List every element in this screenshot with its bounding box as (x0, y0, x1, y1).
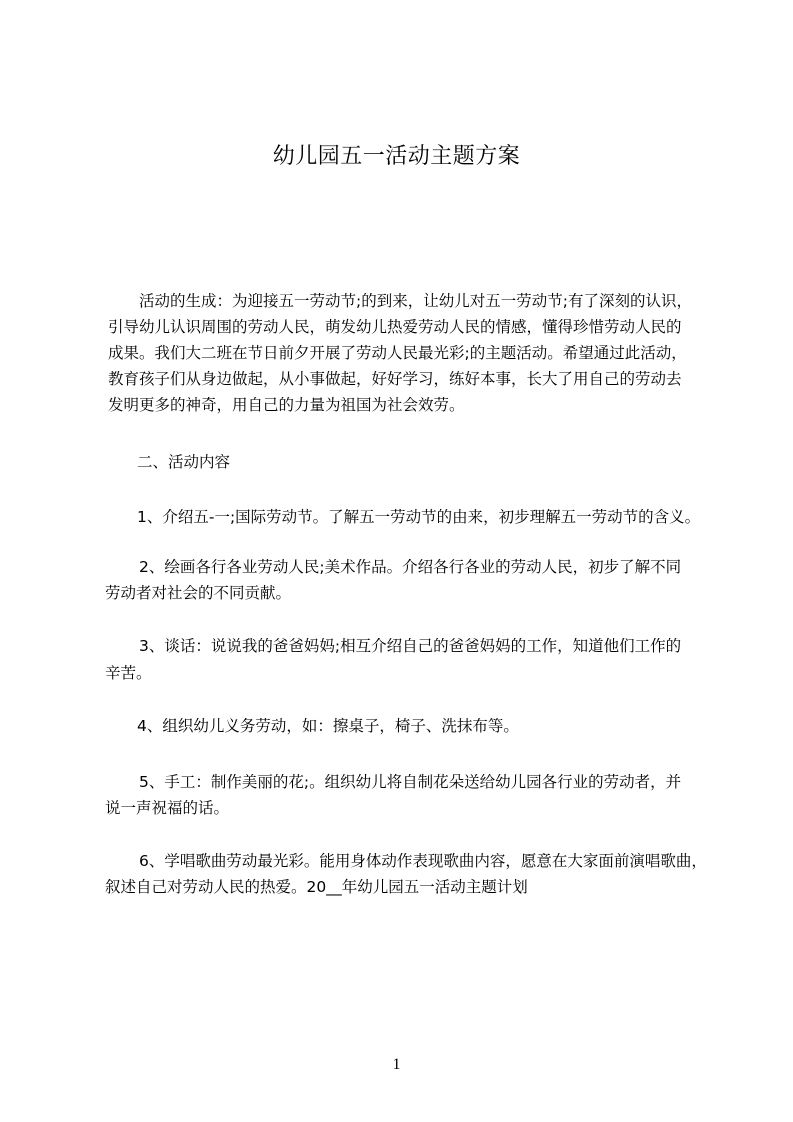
paragraph-intro-line-1: 活动的生成：为迎接五一劳动节;的到来，让幼儿对五一劳动节;有了深刻的认识， (139, 292, 692, 310)
page-number: 1 (392, 1056, 401, 1073)
activity-item-5-line-2: 说一声祝福的话。 (105, 799, 230, 817)
paragraph-intro-line-3: 成果。我们大二班在节日前夕开展了劳动人民最光彩;的主题活动。希望通过此活动， (108, 344, 687, 362)
activity-item-6-line-1: 6、学唱歌曲劳动最光彩。能用身体动作表现歌曲内容，愿意在大家面前演唱歌曲， (139, 852, 707, 870)
activity-item-1: 1、介绍五-一;国际劳动节。了解五一劳动节的由来，初步理解五一劳动节的含义。 (137, 508, 701, 526)
activity-item-3-line-2: 辛苦。 (105, 664, 152, 682)
section-heading: 二、活动内容 (137, 453, 231, 471)
paragraph-intro-line-2: 引导幼儿认识周围的劳动人民，萌发幼儿热爱劳动人民的情感，懂得珍惜劳动人民的 (108, 318, 682, 336)
activity-item-4: 4、组织幼儿义务劳动，如：擦桌子，椅子、洗抹布等。 (137, 717, 519, 735)
activity-item-3-line-1: 3、谈话：说说我的爸爸妈妈;相互介绍自己的爸爸妈妈的工作，知道他们工作的 (139, 637, 682, 655)
activity-item-6-line-2: 叙述自己对劳动人民的热爱。20__年幼儿园五一活动主题计划 (105, 878, 528, 896)
activity-item-2-line-2: 劳动者对社会的不同贡献。 (105, 584, 292, 602)
document-title: 幼儿园五一活动主题方案 (272, 144, 521, 169)
paragraph-intro-line-4: 教育孩子们从身边做起，从小事做起，好好学习，练好本事，长大了用自己的劳动去 (108, 370, 682, 388)
activity-item-5-line-1: 5、手工：制作美丽的花;。组织幼儿将自制花朵送给幼儿园各行业的劳动者，并 (139, 773, 682, 791)
activity-item-2-line-1: 2、绘画各行各业劳动人民;美术作品。介绍各行各业的劳动人民，初步了解不同 (139, 558, 682, 576)
paragraph-intro-line-5: 发明更多的神奇，用自己的力量为祖国为社会效劳。 (108, 396, 465, 414)
